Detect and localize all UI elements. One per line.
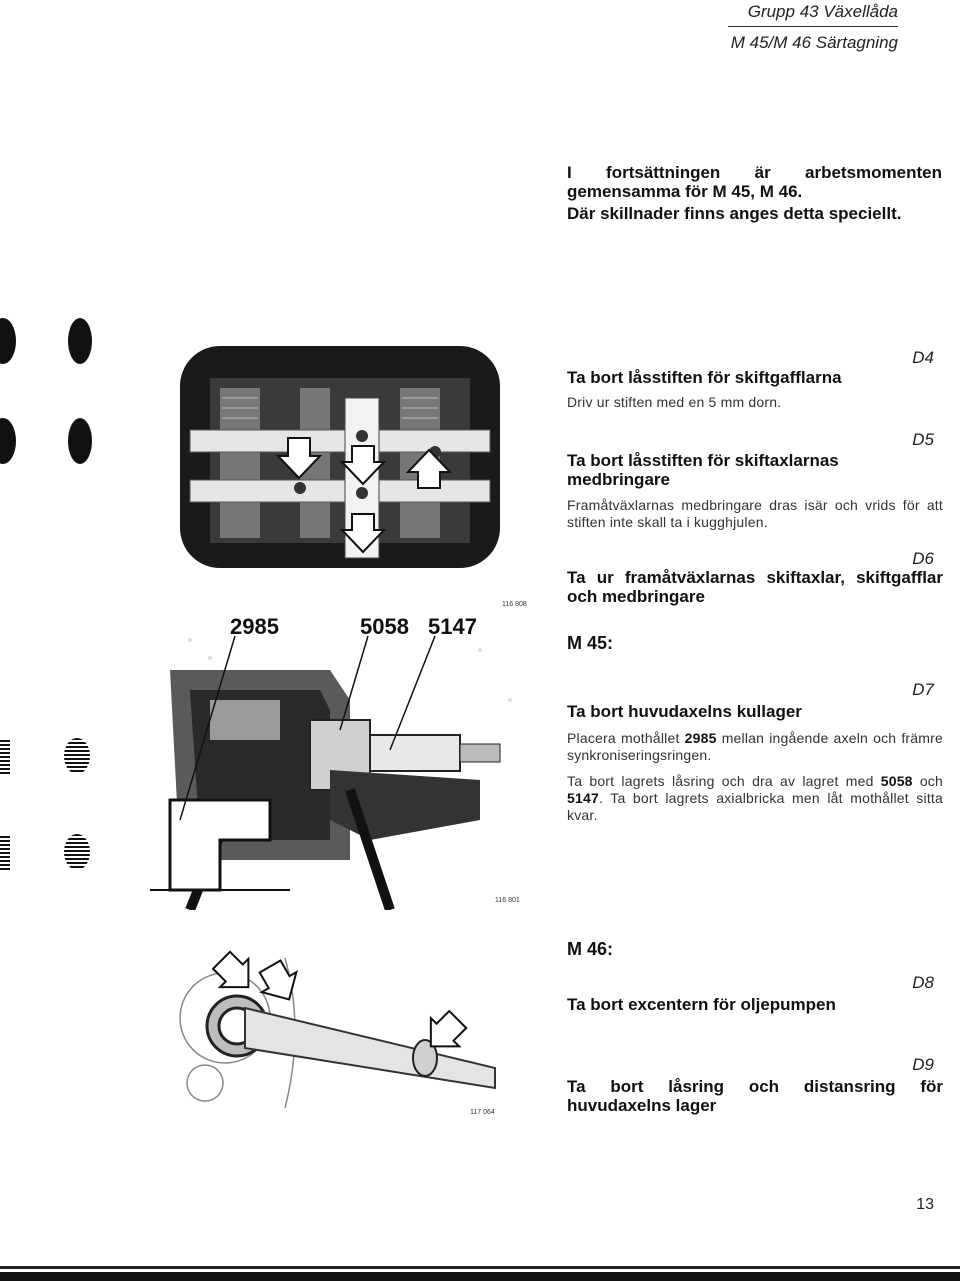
step-title-d8: Ta bort excentern för oljepumpen: [567, 995, 836, 1014]
tool-callout-5058: 5058: [360, 614, 409, 639]
step-body-d5: Framåtväxlarnas medbringare dras isär och vrids för att stiften inte skall ta i kugghjulen.: [567, 497, 943, 530]
step-code-d8: D8: [912, 973, 934, 992]
step-code-d5: D5: [912, 430, 934, 449]
binder-hole: [0, 418, 16, 464]
header-group: Grupp 43 Växellåda: [747, 2, 898, 21]
step-title-d6: Ta ur framåtväxlarnas skiftaxlar, skiftgafflar och medbringare: [567, 568, 943, 606]
binder-hole: [68, 318, 92, 364]
gearbox-shift-forks-illustration: [150, 318, 550, 610]
figure-number: 116 808: [502, 601, 527, 608]
header-subtitle: M 45/M 46 Särtagning: [730, 33, 898, 52]
intro-line-2: Där skillnader finns anges detta speciellt.: [567, 204, 902, 223]
margin-mark: [0, 836, 10, 872]
step-title-d4: Ta bort låsstiften för skiftgafflarna: [567, 368, 842, 387]
figure-number: 116 801: [495, 897, 520, 904]
intro-line-1: I fortsättningen är arbetsmomenten gemensamma för M 45, M 46.: [567, 163, 942, 201]
step-body-d7-p1: [567, 730, 943, 764]
step-title-d9: Ta bort låsring och distansring för huvudaxelns lager: [567, 1077, 943, 1115]
step-title-d7: Ta bort huvudaxelns kullager: [567, 702, 802, 721]
tool-callout-2985: 2985: [230, 614, 279, 639]
model-label-m45: M 45:: [567, 633, 614, 653]
tool-number: 5058: [880, 773, 913, 789]
tool-callout-5147: 5147: [428, 614, 477, 639]
text-run: Placera mothållet: [567, 730, 685, 746]
bearing-puller-illustration: [150, 610, 550, 910]
binder-hole: [0, 318, 16, 364]
tool-number: 2985: [684, 730, 717, 746]
step-body-d7-p2: [567, 773, 943, 824]
main-shaft-illustration: [175, 948, 510, 1118]
step-code-d4: D4: [912, 348, 934, 367]
text-run: Ta bort lagrets låsring och dra av lagret med: [567, 773, 881, 789]
binder-hole: [64, 834, 90, 870]
step-code-d6: D6: [912, 549, 934, 568]
text-run: mellan ingående axeln och främre synkroniseringsringen.: [567, 730, 943, 763]
binder-hole: [64, 738, 90, 774]
model-label-m46: M 46:: [567, 939, 614, 959]
binder-hole: [68, 418, 92, 464]
figure-number: 117 064: [470, 1109, 495, 1116]
step-title-d5: Ta bort låsstiften för skiftaxlarnas medbringare: [567, 451, 839, 489]
scan-edge-line: [0, 1266, 960, 1269]
scan-edge-band: [0, 1272, 960, 1281]
step-code-d9: D9: [912, 1055, 934, 1074]
step-body-d4: Driv ur stiften med en 5 mm dorn.: [567, 394, 782, 410]
page-number: 13: [916, 1196, 934, 1213]
step-code-d7: D7: [912, 680, 934, 699]
text-run: . Ta bort lagrets axialbricka men låt mothållet sitta kvar.: [567, 790, 943, 823]
header-rule: [728, 26, 898, 27]
margin-mark: [0, 740, 10, 776]
text-run: och: [912, 773, 943, 789]
tool-number: 5147: [567, 790, 599, 806]
